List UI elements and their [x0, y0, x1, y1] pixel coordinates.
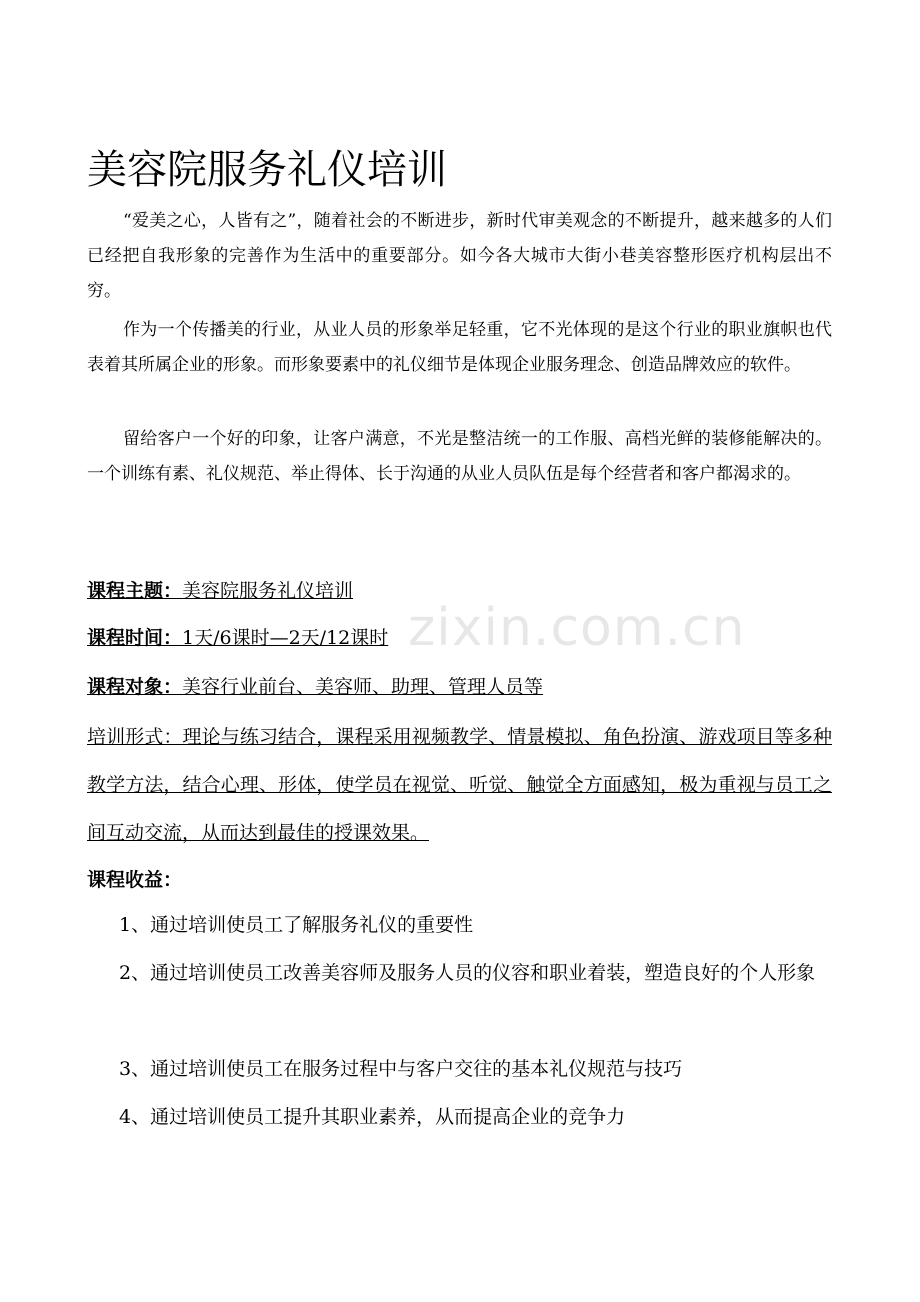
- document-title: 美容院服务礼仪培训: [87, 147, 447, 193]
- course-time-value: 1天/6课时—2天/12课时: [182, 627, 389, 649]
- course-time-row: [87, 624, 388, 652]
- benefit-item-2: 2、通过培训使员工改善美容师及服务人员的仪容和职业着装，塑造良好的个人形象: [119, 962, 816, 984]
- course-time-label: 课程时间：: [87, 627, 183, 649]
- benefit-item-4: 4、通过培训使员工提升其职业素养，从而提高企业的竞争力: [119, 1106, 626, 1128]
- course-audience-label: 课程对象：: [87, 676, 183, 698]
- intro-paragraph-1: “爱美之心，人皆有之”，随着社会的不断进步，新时代审美观念的不断提升，越来越多的人们已经把自我形象的完善作为生活中的重要部分。如今各大城市大街小巷美容整形医疗机构层出不穷。: [87, 211, 832, 301]
- watermark-text: zixin.com.cn: [408, 598, 746, 658]
- course-topic-row: [87, 577, 353, 605]
- training-format-paragraph: [87, 713, 832, 857]
- course-audience-value: 美容行业前台、美容师、助理、管理人员等: [182, 676, 544, 698]
- benefit-item-3: 3、通过培训使员工在服务过程中与客户交往的基本礼仪规范与技巧: [119, 1058, 683, 1080]
- course-topic-label: 课程主题：: [87, 580, 183, 602]
- intro-paragraph-2: 作为一个传播美的行业，从业人员的形象举足轻重，它不光体现的是这个行业的职业旗帜也代表着其所属企业的形象。而形象要素中的礼仪细节是体现企业服务理念、创造品牌效应的软件。: [87, 320, 832, 375]
- benefit-item-1: 1、通过培训使员工了解服务礼仪的重要性: [119, 914, 474, 936]
- intro-paragraph-3: 留给客户一个好的印象，让客户满意，不光是整洁统一的工作服、高档光鲜的装修能解决的。一个训练有素、礼仪规范、举止得体、长于沟通的从业人员队伍是每个经营者和客户都渴求的。: [87, 429, 832, 484]
- course-audience-row: [87, 673, 543, 701]
- training-format-text: 培训形式：理论与练习结合，课程采用视频教学、情景模拟、角色扮演、游戏项目等多种教学方法，结合心理、形体，使学员在视觉、听觉、触觉全方面感知，极为重视与员工之间互动交流，从而达到最佳的授课效果。: [87, 726, 832, 844]
- benefits-heading: 课程收益：: [87, 869, 183, 891]
- course-topic-value: 美容院服务礼仪培训: [182, 580, 354, 602]
